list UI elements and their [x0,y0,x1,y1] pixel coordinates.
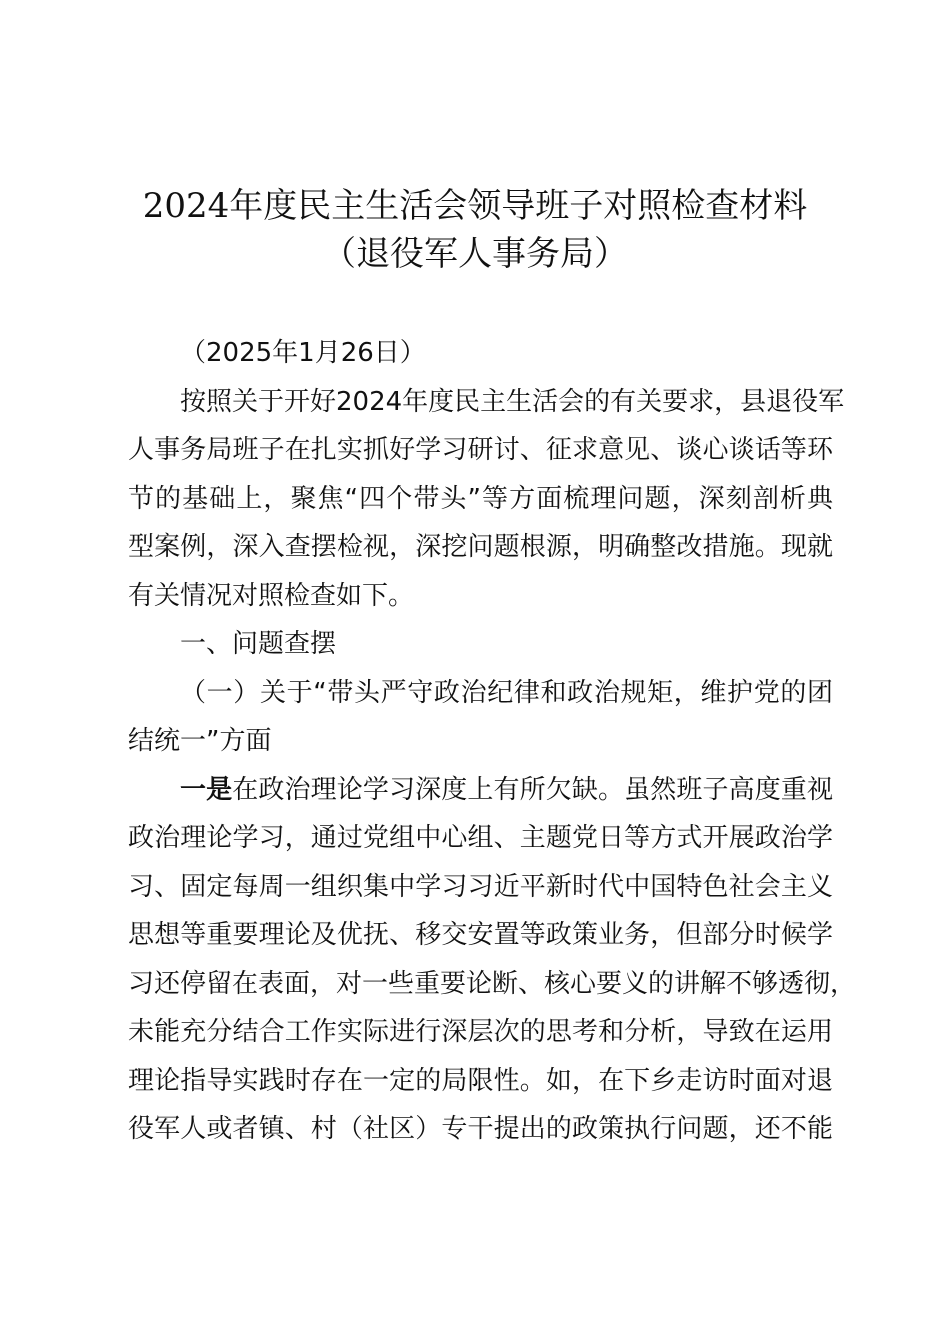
point-line: 理论指导实践时存在一定的局限性。如，在下乡走访时面对退 [128,1065,833,1096]
point-line: 未能充分结合工作实际进行深层次的思考和分析，导致在运用 [128,1017,833,1047]
point-line: 思想等重要理论及优抚、移交安置等政策业务，但部分时候学 [128,920,833,950]
subsection-heading-line: （一）关于“带头严守政治纪律和政治规矩，维护党的团 [180,677,833,708]
point-lead: 一是 [180,774,233,805]
document-body [128,329,857,1154]
document-date: （2025年1月26日） [180,338,426,368]
intro-line: 人事务局班子在扎实抓好学习研讨、征求意见、谈心谈话等环 [128,435,833,465]
point-first-line [128,766,833,815]
point-line: 习还停留在表面，对一些重要论断、核心要义的讲解不够透彻， [128,968,857,999]
point-line: 役军人或者镇、村（社区）专干提出的政策执行问题，还不能 [128,1114,833,1144]
point-line: 习、固定每周一组织集中学习习近平新时代中国特色社会主义 [128,871,833,902]
intro-line: 按照关于开好2024年度民主生活会的有关要求，县退役军 [180,386,845,417]
document-title-line2: （退役军人事务局） [322,234,628,274]
intro-line: 节的基础上，聚焦“四个带头”等方面梳理问题，深刻剖析典 [128,483,833,514]
point-line: 政治理论学习，通过党组中心组、主题党日等方式开展政治学 [128,823,833,853]
document-title-line1: 2024年度民主生活会领导班子对照检查材料 [142,186,808,226]
section-heading: 一、问题查摆 [180,629,337,659]
subsection-heading-line: 结统一”方面 [128,726,272,756]
point-first-line-text: 在政治理论学习深度上有所欠缺。虽然班子高度重视 [232,774,833,805]
intro-line: 有关情况对照检查如下。 [128,580,415,611]
intro-line: 型案例，深入查摆检视，深挖问题根源，明确整改措施。现就 [128,532,833,562]
